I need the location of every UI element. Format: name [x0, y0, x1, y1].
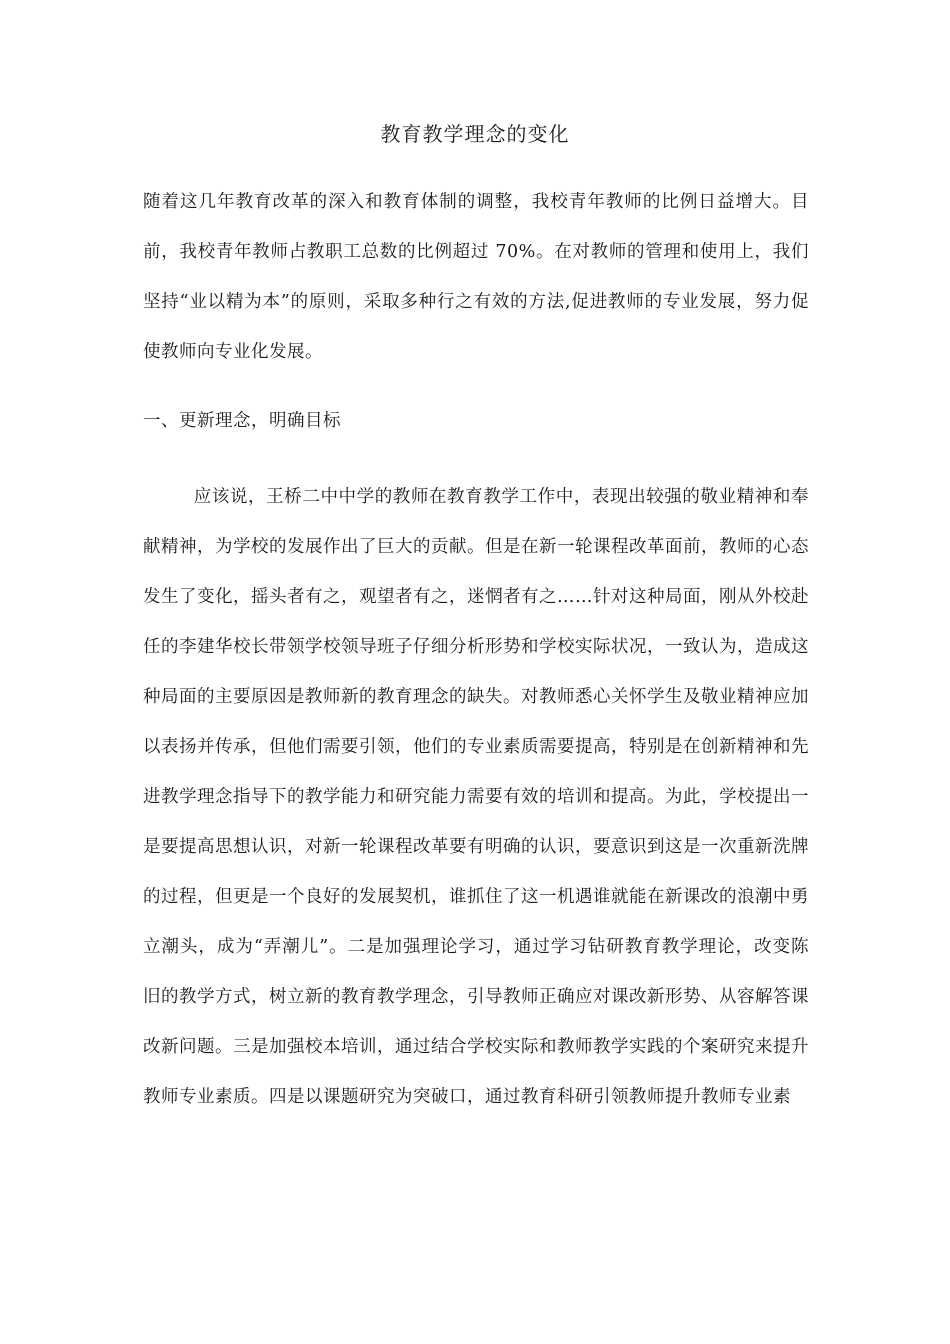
section-paragraph: 应该说，王桥二中中学的教师在教育教学工作中，表现出较强的敬业精神和奉献精神，为学校的发展作出了巨大的贡献。但是在新一轮课程改革面前，教师的心态发生了变化，摇头者有之，观望者有之，迷惘者有之……针对这种局面，刚从外校赴任的李建华校长带领学校领导班子仔细分析形势和学校实际状况，一致认为，造成这种局面的主要原因是教师新的教育理念的缺失。对教师悉心关怀学生及敬业精神应加以表扬并传承，但他们需要引领，他们的专业素质需要提高，特别是在创新精神和先进教学理念指导下的教学能力和研究能力需要有效的培训和提高。为此，学校提出一是要提高思想认识，对新一轮课程改革要有明确的认识，要意识到这是一次重新洗牌的过程，但更是一个良好的发展契机，谁抓住了这一机遇谁就能在新课改的浪潮中勇立潮头，成为“弄潮儿”。二是加强理论学习，通过学习钻研教育教学理论，改变陈旧的教学方式，树立新的教育教学理念，引导教师正确应对课改新形势、从容解答课改新问题。三是加强校本培训，通过结合学校实际和教师教学实践的个案研究来提升教师专业素质。四是以课题研究为突破口，通过教育科研引领教师提升教师专业素: [143, 487, 809, 1107]
intro-paragraph: 随着这几年教育改革的深入和教育体制的调整，我校青年教师的比例日益增大。目前，我校青年教师占教职工总数的比例超过 70%。在对教师的管理和使用上，我们坚持“业以精为本”的原则，采取多种行之有效的方法,促进教师的专业发展，努力促使教师向专业化发展。: [143, 192, 809, 362]
section-heading: 一、更新理念，明确目标: [143, 411, 341, 431]
document-title: 教育教学理念的变化: [380, 122, 570, 146]
